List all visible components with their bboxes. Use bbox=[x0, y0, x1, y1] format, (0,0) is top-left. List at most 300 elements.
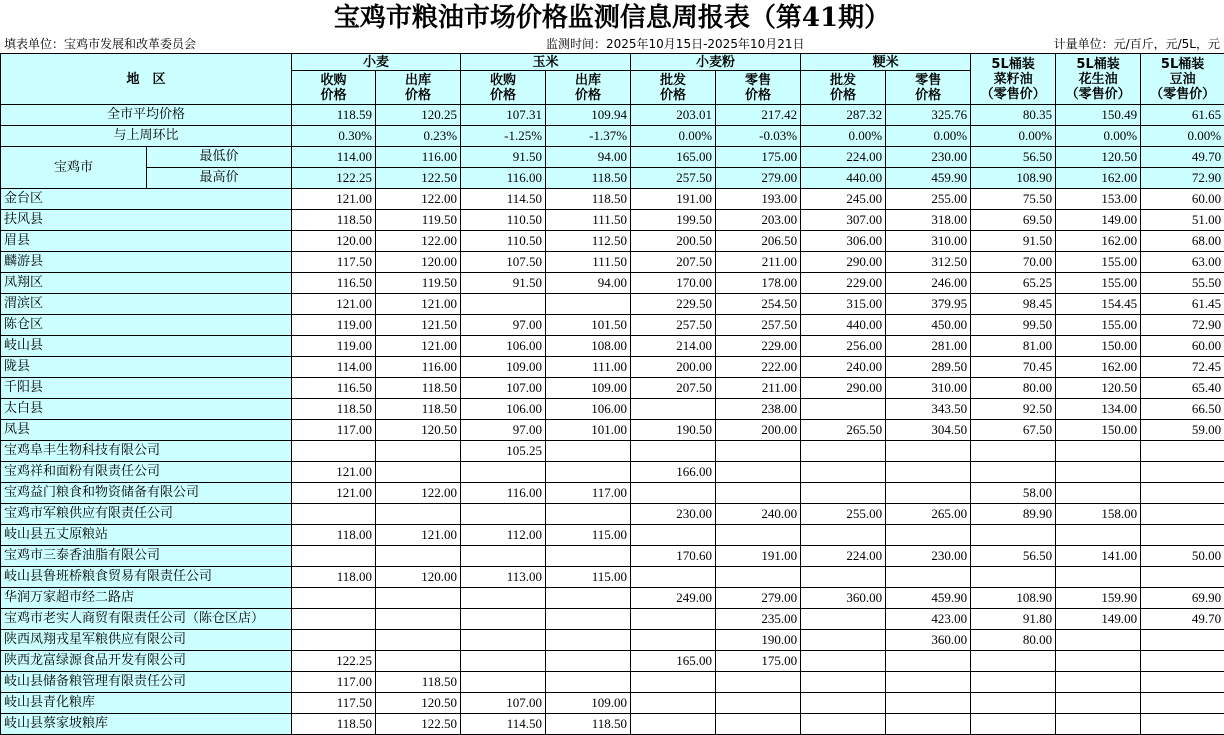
value-cell: 89.90 bbox=[971, 504, 1056, 525]
value-cell: 246.00 bbox=[886, 273, 971, 294]
value-cell bbox=[461, 672, 546, 693]
value-cell: 116.50 bbox=[292, 378, 376, 399]
value-cell: 149.00 bbox=[1056, 609, 1141, 630]
value-cell bbox=[716, 567, 801, 588]
value-cell: 154.45 bbox=[1056, 294, 1141, 315]
value-cell bbox=[1056, 441, 1141, 462]
value-cell: 290.00 bbox=[801, 252, 886, 273]
value-cell: 200.50 bbox=[631, 231, 716, 252]
value-cell: 61.45 bbox=[1141, 294, 1224, 315]
value-cell: 106.00 bbox=[461, 336, 546, 357]
value-cell: 360.00 bbox=[801, 588, 886, 609]
value-cell: 117.00 bbox=[292, 672, 376, 693]
value-cell: -0.03% bbox=[716, 126, 801, 147]
value-cell: 91.80 bbox=[971, 609, 1056, 630]
value-cell bbox=[461, 546, 546, 567]
value-cell bbox=[1056, 693, 1141, 714]
value-cell: 0.00% bbox=[1056, 126, 1141, 147]
table-row bbox=[1, 294, 1224, 315]
summary-label: 全市平均价格 bbox=[1, 105, 292, 126]
value-cell: 118.50 bbox=[376, 399, 461, 420]
value-cell: 65.40 bbox=[1141, 378, 1224, 399]
table-row bbox=[1, 609, 1224, 630]
value-cell bbox=[716, 525, 801, 546]
value-cell: 155.00 bbox=[1056, 252, 1141, 273]
value-cell: 325.76 bbox=[886, 105, 971, 126]
value-cell bbox=[971, 714, 1056, 735]
value-cell bbox=[716, 483, 801, 504]
value-cell: 69.50 bbox=[971, 210, 1056, 231]
value-cell bbox=[292, 546, 376, 567]
value-cell bbox=[1056, 483, 1141, 504]
value-cell bbox=[801, 483, 886, 504]
value-cell: 113.00 bbox=[461, 567, 546, 588]
value-cell: 118.59 bbox=[292, 105, 376, 126]
value-cell: 117.50 bbox=[292, 252, 376, 273]
value-cell: 116.00 bbox=[461, 483, 546, 504]
value-cell: 120.00 bbox=[292, 231, 376, 252]
value-cell: 121.00 bbox=[292, 294, 376, 315]
value-cell: 229.00 bbox=[801, 273, 886, 294]
value-cell bbox=[376, 651, 461, 672]
table-row bbox=[1, 189, 1224, 210]
value-cell: 155.00 bbox=[1056, 273, 1141, 294]
value-cell: 255.00 bbox=[801, 504, 886, 525]
value-cell: 118.50 bbox=[376, 672, 461, 693]
value-cell: 112.00 bbox=[461, 525, 546, 546]
value-cell: 111.50 bbox=[546, 210, 631, 231]
value-cell: 290.00 bbox=[801, 378, 886, 399]
value-cell: 235.00 bbox=[716, 609, 801, 630]
value-cell bbox=[546, 588, 631, 609]
value-cell: 121.00 bbox=[292, 483, 376, 504]
value-cell bbox=[546, 462, 631, 483]
value-cell: 110.50 bbox=[461, 210, 546, 231]
table-row bbox=[1, 231, 1224, 252]
value-cell: 165.00 bbox=[631, 147, 716, 168]
value-cell bbox=[886, 441, 971, 462]
value-cell bbox=[461, 504, 546, 525]
value-cell bbox=[631, 441, 716, 462]
table-row bbox=[1, 315, 1224, 336]
value-cell: 249.00 bbox=[631, 588, 716, 609]
value-cell: 245.00 bbox=[801, 189, 886, 210]
value-cell bbox=[716, 441, 801, 462]
value-cell: 229.50 bbox=[631, 294, 716, 315]
value-cell bbox=[1141, 651, 1224, 672]
value-cell: 105.25 bbox=[461, 441, 546, 462]
value-cell bbox=[716, 672, 801, 693]
table-row bbox=[1, 357, 1224, 378]
value-cell: 63.00 bbox=[1141, 252, 1224, 273]
row-name: 陇县 bbox=[1, 357, 292, 378]
value-cell: 118.50 bbox=[546, 189, 631, 210]
row-name: 眉县 bbox=[1, 231, 292, 252]
value-cell bbox=[801, 567, 886, 588]
value-cell: 265.50 bbox=[801, 420, 886, 441]
value-cell: 318.00 bbox=[886, 210, 971, 231]
value-cell: 207.50 bbox=[631, 378, 716, 399]
summary-row-min bbox=[1, 147, 1224, 168]
value-cell bbox=[801, 693, 886, 714]
value-cell bbox=[886, 693, 971, 714]
value-cell bbox=[1141, 462, 1224, 483]
value-cell: 158.00 bbox=[1056, 504, 1141, 525]
value-cell: 206.50 bbox=[716, 231, 801, 252]
value-cell: 162.00 bbox=[1056, 231, 1141, 252]
value-cell: 0.00% bbox=[971, 126, 1056, 147]
summary-label: 最低价 bbox=[147, 147, 292, 168]
oil-header-rapeseed: 5L桶装 菜籽油 （零售价） bbox=[971, 54, 1056, 105]
value-cell: 118.50 bbox=[376, 378, 461, 399]
value-cell: 91.50 bbox=[461, 273, 546, 294]
value-cell bbox=[1056, 462, 1141, 483]
table-row bbox=[1, 567, 1224, 588]
value-cell: 224.00 bbox=[801, 546, 886, 567]
value-cell: 150.49 bbox=[1056, 105, 1141, 126]
value-cell: 175.00 bbox=[716, 651, 801, 672]
value-cell bbox=[376, 588, 461, 609]
row-name: 岐山县青化粮库 bbox=[1, 693, 292, 714]
value-cell: 107.31 bbox=[461, 105, 546, 126]
value-cell bbox=[1141, 567, 1224, 588]
value-cell bbox=[631, 672, 716, 693]
value-cell bbox=[292, 441, 376, 462]
value-cell: 49.70 bbox=[1141, 147, 1224, 168]
value-cell: 304.50 bbox=[886, 420, 971, 441]
value-cell: 67.50 bbox=[971, 420, 1056, 441]
value-cell: 118.50 bbox=[546, 168, 631, 189]
value-cell: 109.00 bbox=[546, 693, 631, 714]
summary-row-change bbox=[1, 126, 1224, 147]
value-cell: 240.00 bbox=[716, 504, 801, 525]
value-cell: 312.50 bbox=[886, 252, 971, 273]
row-name: 金台区 bbox=[1, 189, 292, 210]
table-row bbox=[1, 525, 1224, 546]
value-cell bbox=[716, 693, 801, 714]
table-row bbox=[1, 714, 1224, 735]
value-cell: 119.00 bbox=[292, 336, 376, 357]
table-row bbox=[1, 378, 1224, 399]
value-cell: 119.00 bbox=[292, 315, 376, 336]
value-cell: 211.00 bbox=[716, 378, 801, 399]
value-cell: 75.50 bbox=[971, 189, 1056, 210]
value-cell: 69.90 bbox=[1141, 588, 1224, 609]
monitoring-period: 监测时间：2025年10月15日-2025年10月21日 bbox=[546, 36, 805, 53]
value-cell: 257.50 bbox=[716, 315, 801, 336]
value-cell: 120.25 bbox=[376, 105, 461, 126]
sub-header: 批发 价格 bbox=[631, 71, 716, 105]
sub-header: 出库 价格 bbox=[546, 71, 631, 105]
value-cell: 72.90 bbox=[1141, 315, 1224, 336]
value-cell: -1.37% bbox=[546, 126, 631, 147]
value-cell: 279.00 bbox=[716, 588, 801, 609]
oil-header-soybean: 5L桶装 豆油 （零售价） bbox=[1141, 54, 1224, 105]
value-cell: 120.50 bbox=[376, 420, 461, 441]
value-cell: 116.00 bbox=[376, 357, 461, 378]
value-cell: 190.50 bbox=[631, 420, 716, 441]
value-cell: 60.00 bbox=[1141, 189, 1224, 210]
value-cell: 230.00 bbox=[886, 147, 971, 168]
value-cell: 98.45 bbox=[971, 294, 1056, 315]
value-cell: 97.00 bbox=[461, 420, 546, 441]
value-cell bbox=[886, 462, 971, 483]
value-cell: 122.00 bbox=[376, 231, 461, 252]
value-cell: 217.42 bbox=[716, 105, 801, 126]
value-cell bbox=[631, 567, 716, 588]
value-cell: 122.50 bbox=[376, 714, 461, 735]
value-cell: 116.50 bbox=[292, 273, 376, 294]
value-cell: 0.00% bbox=[1141, 126, 1224, 147]
value-cell: 117.00 bbox=[546, 483, 631, 504]
value-cell: 119.50 bbox=[376, 273, 461, 294]
value-cell: 50.00 bbox=[1141, 546, 1224, 567]
value-cell: 97.00 bbox=[461, 315, 546, 336]
summary-row-average bbox=[1, 105, 1224, 126]
value-cell bbox=[1056, 651, 1141, 672]
value-cell bbox=[631, 630, 716, 651]
row-name: 宝鸡祥和面粉有限责任公司 bbox=[1, 462, 292, 483]
value-cell bbox=[1141, 672, 1224, 693]
value-cell: 281.00 bbox=[886, 336, 971, 357]
value-cell: 214.00 bbox=[631, 336, 716, 357]
value-cell: 107.00 bbox=[461, 378, 546, 399]
value-cell: 72.90 bbox=[1141, 168, 1224, 189]
value-cell: 155.00 bbox=[1056, 315, 1141, 336]
value-cell: 56.50 bbox=[971, 147, 1056, 168]
value-cell bbox=[461, 630, 546, 651]
value-cell: 119.50 bbox=[376, 210, 461, 231]
value-cell: 61.65 bbox=[1141, 105, 1224, 126]
value-cell: 141.00 bbox=[1056, 546, 1141, 567]
value-cell: 440.00 bbox=[801, 315, 886, 336]
value-cell bbox=[1141, 441, 1224, 462]
region-header: 地 区 bbox=[1, 54, 292, 105]
value-cell: 117.00 bbox=[292, 420, 376, 441]
value-cell bbox=[1141, 504, 1224, 525]
value-cell bbox=[1056, 567, 1141, 588]
value-cell: 70.45 bbox=[971, 357, 1056, 378]
value-cell: 118.00 bbox=[292, 567, 376, 588]
value-cell bbox=[971, 567, 1056, 588]
value-cell: 450.00 bbox=[886, 315, 971, 336]
value-cell: 91.50 bbox=[461, 147, 546, 168]
value-cell: 165.00 bbox=[631, 651, 716, 672]
value-cell bbox=[546, 504, 631, 525]
row-name: 岐山县 bbox=[1, 336, 292, 357]
value-cell bbox=[546, 672, 631, 693]
table-row bbox=[1, 504, 1224, 525]
table-row bbox=[1, 672, 1224, 693]
value-cell: 91.50 bbox=[971, 231, 1056, 252]
value-cell: 70.00 bbox=[971, 252, 1056, 273]
value-cell: 121.00 bbox=[292, 462, 376, 483]
value-cell: 106.00 bbox=[461, 399, 546, 420]
value-cell bbox=[1056, 630, 1141, 651]
value-cell: 459.90 bbox=[886, 168, 971, 189]
value-cell: 55.50 bbox=[1141, 273, 1224, 294]
value-cell: 191.00 bbox=[631, 189, 716, 210]
value-cell: 49.70 bbox=[1141, 609, 1224, 630]
value-cell bbox=[376, 504, 461, 525]
value-cell: 190.00 bbox=[716, 630, 801, 651]
value-cell: 51.00 bbox=[1141, 210, 1224, 231]
table-row bbox=[1, 693, 1224, 714]
value-cell: 178.00 bbox=[716, 273, 801, 294]
value-cell: 114.50 bbox=[461, 714, 546, 735]
value-cell: 121.00 bbox=[292, 189, 376, 210]
value-cell: 106.00 bbox=[546, 399, 631, 420]
summary-label: 与上周环比 bbox=[1, 126, 292, 147]
value-cell bbox=[801, 672, 886, 693]
value-cell: 118.50 bbox=[292, 714, 376, 735]
value-cell: 59.00 bbox=[1141, 420, 1224, 441]
value-cell: 110.50 bbox=[461, 231, 546, 252]
value-cell bbox=[971, 651, 1056, 672]
value-cell: 120.50 bbox=[1056, 378, 1141, 399]
value-cell: 120.50 bbox=[376, 693, 461, 714]
value-cell: 193.00 bbox=[716, 189, 801, 210]
value-cell: 191.00 bbox=[716, 546, 801, 567]
value-cell: 99.50 bbox=[971, 315, 1056, 336]
value-cell bbox=[376, 546, 461, 567]
value-cell bbox=[631, 483, 716, 504]
value-cell bbox=[292, 609, 376, 630]
value-cell: 0.00% bbox=[801, 126, 886, 147]
value-cell: 58.00 bbox=[971, 483, 1056, 504]
value-cell: 60.00 bbox=[1141, 336, 1224, 357]
value-cell: 101.50 bbox=[546, 315, 631, 336]
table-row bbox=[1, 252, 1224, 273]
value-cell: 92.50 bbox=[971, 399, 1056, 420]
value-cell bbox=[886, 483, 971, 504]
row-name: 宝鸡市军粮供应有限责任公司 bbox=[1, 504, 292, 525]
value-cell: 118.00 bbox=[292, 525, 376, 546]
value-cell: 307.00 bbox=[801, 210, 886, 231]
value-cell: 122.25 bbox=[292, 168, 376, 189]
value-cell: 230.00 bbox=[631, 504, 716, 525]
value-cell: 287.32 bbox=[801, 105, 886, 126]
table-row bbox=[1, 420, 1224, 441]
value-cell bbox=[886, 651, 971, 672]
sub-header: 零售 价格 bbox=[886, 71, 971, 105]
sub-header: 收购 价格 bbox=[292, 71, 376, 105]
row-name: 宝鸡益门粮食和物资储备有限公司 bbox=[1, 483, 292, 504]
row-name: 宝鸡阜丰生物科技有限公司 bbox=[1, 441, 292, 462]
value-cell bbox=[886, 714, 971, 735]
value-cell bbox=[801, 462, 886, 483]
filler-unit: 填表单位：宝鸡市发展和改革委员会 bbox=[4, 36, 196, 53]
value-cell bbox=[1056, 714, 1141, 735]
value-cell: 289.50 bbox=[886, 357, 971, 378]
value-cell: 240.00 bbox=[801, 357, 886, 378]
table-row bbox=[1, 483, 1224, 504]
value-cell bbox=[546, 609, 631, 630]
summary-label: 最高价 bbox=[147, 168, 292, 189]
value-cell: 207.50 bbox=[631, 252, 716, 273]
value-cell bbox=[631, 399, 716, 420]
value-cell: 114.50 bbox=[461, 189, 546, 210]
value-cell bbox=[971, 693, 1056, 714]
row-name: 岐山县蔡家坡粮库 bbox=[1, 714, 292, 735]
value-cell bbox=[546, 294, 631, 315]
row-name: 陈仓区 bbox=[1, 315, 292, 336]
sub-header: 收购 价格 bbox=[461, 71, 546, 105]
value-cell bbox=[631, 714, 716, 735]
value-cell bbox=[1056, 525, 1141, 546]
value-cell: 117.50 bbox=[292, 693, 376, 714]
value-cell: 211.00 bbox=[716, 252, 801, 273]
value-cell bbox=[801, 399, 886, 420]
value-cell: 107.00 bbox=[461, 693, 546, 714]
value-cell: 310.00 bbox=[886, 378, 971, 399]
row-name: 岐山县五丈原粮站 bbox=[1, 525, 292, 546]
value-cell: 120.00 bbox=[376, 252, 461, 273]
value-cell: 265.00 bbox=[886, 504, 971, 525]
row-name: 凤县 bbox=[1, 420, 292, 441]
value-cell: 159.90 bbox=[1056, 588, 1141, 609]
value-cell: 112.50 bbox=[546, 231, 631, 252]
value-cell bbox=[971, 672, 1056, 693]
value-cell: 200.00 bbox=[716, 420, 801, 441]
table-row bbox=[1, 546, 1224, 567]
value-cell bbox=[801, 651, 886, 672]
city-label: 宝鸡市 bbox=[1, 147, 147, 189]
value-cell bbox=[716, 714, 801, 735]
value-cell: 72.45 bbox=[1141, 357, 1224, 378]
value-cell bbox=[461, 651, 546, 672]
value-cell: 121.00 bbox=[376, 525, 461, 546]
value-cell: 222.00 bbox=[716, 357, 801, 378]
value-cell: 94.00 bbox=[546, 147, 631, 168]
value-cell: 109.00 bbox=[461, 357, 546, 378]
value-cell: 254.50 bbox=[716, 294, 801, 315]
table-row bbox=[1, 441, 1224, 462]
value-cell: 80.00 bbox=[971, 630, 1056, 651]
group-header-corn: 玉米 bbox=[461, 54, 631, 71]
value-cell bbox=[1056, 672, 1141, 693]
row-name: 岐山县储备粮管理有限责任公司 bbox=[1, 672, 292, 693]
value-cell: 120.50 bbox=[1056, 147, 1141, 168]
table-row bbox=[1, 630, 1224, 651]
value-cell bbox=[801, 609, 886, 630]
value-cell: 111.00 bbox=[546, 357, 631, 378]
value-cell bbox=[971, 525, 1056, 546]
value-cell bbox=[886, 567, 971, 588]
sub-header: 零售 价格 bbox=[716, 71, 801, 105]
value-cell: 315.00 bbox=[801, 294, 886, 315]
value-cell: 66.50 bbox=[1141, 399, 1224, 420]
measurement-unit: 计量单位：元/百斤，元/5L，元 bbox=[1054, 36, 1220, 53]
value-cell bbox=[292, 588, 376, 609]
value-cell: 0.00% bbox=[631, 126, 716, 147]
value-cell: 114.00 bbox=[292, 147, 376, 168]
value-cell: 109.00 bbox=[546, 378, 631, 399]
value-cell bbox=[631, 693, 716, 714]
value-cell: 121.00 bbox=[376, 294, 461, 315]
value-cell: 56.50 bbox=[971, 546, 1056, 567]
value-cell bbox=[461, 609, 546, 630]
value-cell bbox=[292, 504, 376, 525]
value-cell: 80.00 bbox=[971, 378, 1056, 399]
value-cell: 257.50 bbox=[631, 315, 716, 336]
value-cell: 459.90 bbox=[886, 588, 971, 609]
value-cell: 162.00 bbox=[1056, 168, 1141, 189]
value-cell: 343.50 bbox=[886, 399, 971, 420]
value-cell: 108.00 bbox=[546, 336, 631, 357]
value-cell: 111.50 bbox=[546, 252, 631, 273]
value-cell bbox=[801, 630, 886, 651]
